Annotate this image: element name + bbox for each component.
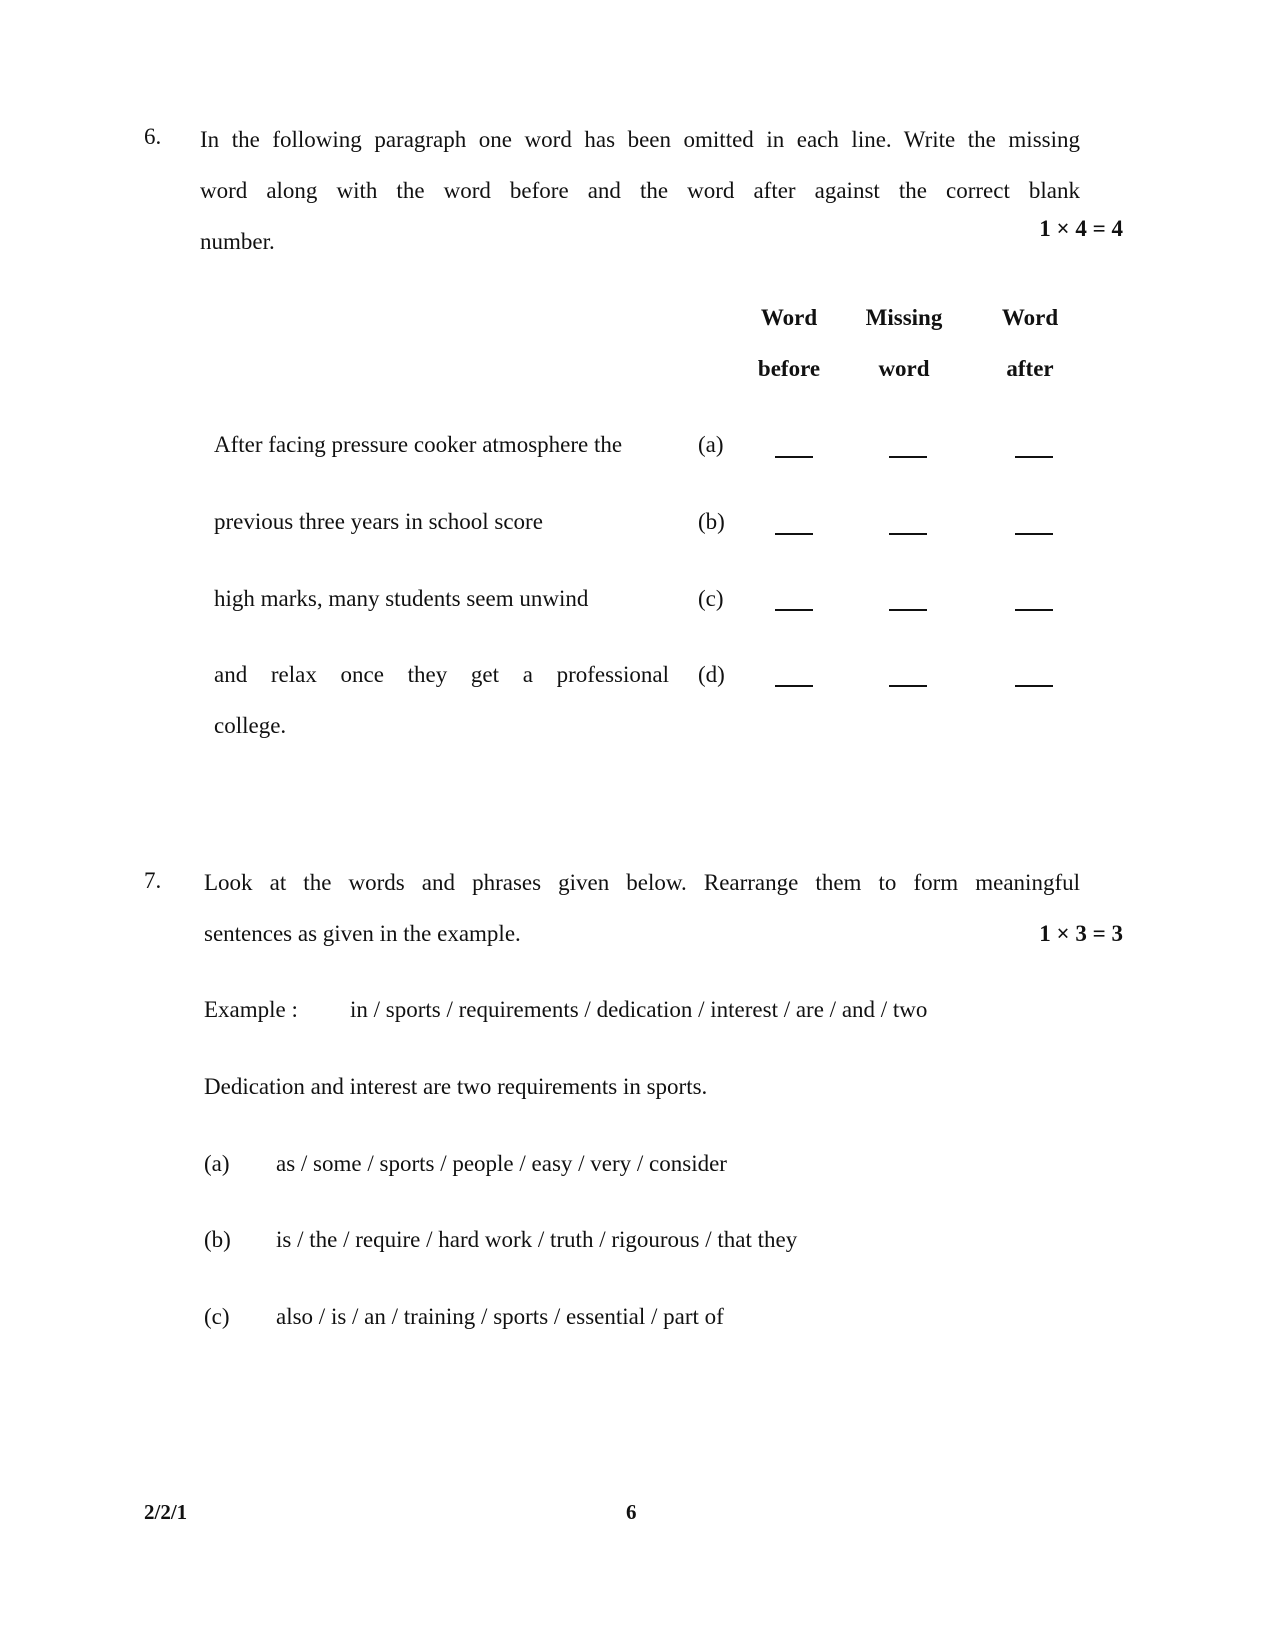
paper-code: 2/2/1 bbox=[144, 1500, 188, 1524]
example-words: in / sports / requirements / dedication / interest / are / and / two bbox=[350, 997, 928, 1022]
header-missing-word-top: Missing bbox=[865, 305, 943, 330]
q7-instruction-line2: sentences as given in the example. bbox=[204, 921, 521, 946]
blank-b-word-before[interactable] bbox=[775, 533, 813, 535]
q7-item-a-text: as / some / sports / people / easy / very / consider bbox=[276, 1151, 727, 1176]
q7-item-c-label: (c) bbox=[204, 1304, 230, 1329]
q6-continuation: college. bbox=[214, 713, 287, 738]
blank-b-word-after[interactable] bbox=[1015, 533, 1053, 535]
q7-marks: 1 × 3 = 3 bbox=[1039, 921, 1123, 946]
header-word-after-bottom: after bbox=[1006, 356, 1054, 381]
q6-number: 6. bbox=[144, 124, 162, 149]
q7-instruction-line1: Look at the words and phrases given below. Rearrange them to form meaningful bbox=[204, 870, 1080, 895]
blank-d-missing-word[interactable] bbox=[889, 685, 927, 687]
header-word-before-top: Word bbox=[760, 305, 818, 330]
q6-row-a-label: (a) bbox=[698, 432, 724, 457]
page-number: 6 bbox=[626, 1500, 637, 1524]
header-word-after-top: Word bbox=[1001, 305, 1059, 330]
blank-c-missing-word[interactable] bbox=[889, 609, 927, 611]
q6-instruction-line3: number. bbox=[200, 229, 275, 254]
q6-instruction-line1: In the following paragraph one word has been omitted in each line. Write the missing bbox=[200, 127, 1080, 152]
q7-item-a-label: (a) bbox=[204, 1151, 230, 1176]
q6-row-a-text: After facing pressure cooker atmosphere the bbox=[214, 432, 623, 457]
blank-d-word-before[interactable] bbox=[775, 685, 813, 687]
q6-instruction-line2: word along with the word before and the word after against the correct blank bbox=[200, 178, 1080, 203]
blank-a-word-before[interactable] bbox=[775, 456, 813, 458]
q6-row-d-label: (d) bbox=[698, 662, 725, 687]
q7-item-c-text: also / is / an / training / sports / essential / part of bbox=[276, 1304, 724, 1329]
q6-row-c-label: (c) bbox=[698, 586, 724, 611]
q6-marks: 1 × 4 = 4 bbox=[1039, 216, 1123, 241]
q6-row-b-label: (b) bbox=[698, 509, 725, 534]
example-label: Example : bbox=[204, 997, 298, 1022]
q6-row-c-text: high marks, many students seem unwind bbox=[214, 586, 589, 611]
header-missing-word-bottom: word bbox=[878, 356, 930, 381]
example-answer: Dedication and interest are two requirements in sports. bbox=[204, 1074, 708, 1099]
blank-a-missing-word[interactable] bbox=[889, 456, 927, 458]
blank-d-word-after[interactable] bbox=[1015, 685, 1053, 687]
q6-row-d-text: and relax once they get a professional bbox=[214, 662, 669, 687]
blank-c-word-after[interactable] bbox=[1015, 609, 1053, 611]
q6-row-b-text: previous three years in school score bbox=[214, 509, 543, 534]
blank-b-missing-word[interactable] bbox=[889, 533, 927, 535]
q7-number: 7. bbox=[144, 868, 162, 893]
blank-a-word-after[interactable] bbox=[1015, 456, 1053, 458]
blank-c-word-before[interactable] bbox=[775, 609, 813, 611]
q7-item-b-text: is / the / require / hard work / truth / rigourous / that they bbox=[276, 1227, 798, 1252]
q7-item-b-label: (b) bbox=[204, 1227, 231, 1252]
header-word-before-bottom: before bbox=[757, 356, 821, 381]
